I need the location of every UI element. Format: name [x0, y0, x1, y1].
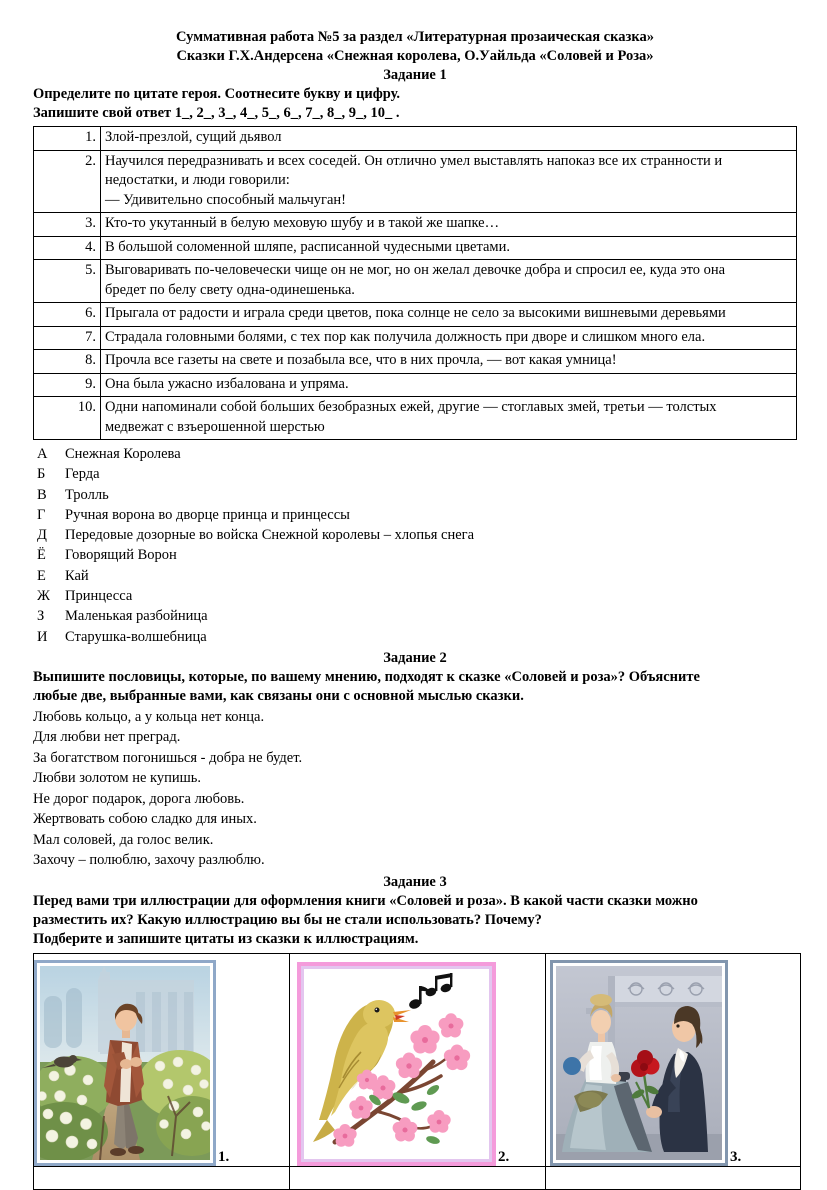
illustration-wrap-1: [34, 960, 289, 1166]
document-title-line-1: Суммативная работа №5 за раздел «Литературная прозаическая сказка»: [176, 29, 654, 45]
quote-text: [101, 236, 797, 260]
quote-number: 7.: [34, 326, 101, 350]
quote-line: Научился передразнивать и всех соседей. Он отлично умел выставлять напоказ все их странности и: [105, 152, 723, 169]
character-letter: Д: [37, 527, 47, 544]
character-name: Говорящий Ворон: [65, 547, 177, 564]
quote-line: медвежат с взъерошенной шерстью: [105, 418, 325, 435]
list-item: [33, 627, 797, 647]
illustration-frame-inner-3: [553, 963, 725, 1163]
quotes-table-body: [34, 127, 797, 440]
illustration-cell-2[interactable]: [290, 953, 546, 1166]
illustration-wrap-3: [546, 960, 800, 1166]
quote-line: Кто-то укутанный в белую меховую шубу и в такой же шапке…: [105, 215, 500, 231]
task1-prompt-line-2: Запишите свой ответ 1_, 2_, 3_, 4_, 5_, 6_, 7_, 8_, 9_, 10_ .: [33, 105, 400, 121]
table-row: [34, 953, 801, 1166]
character-name: Ручная ворона во дворце принца и принцессы: [65, 506, 350, 523]
illustrations-table-body: [34, 953, 801, 1189]
table-row: [34, 260, 797, 303]
quotes-table: [33, 126, 797, 440]
table-row: [34, 303, 797, 327]
list-item: Захочу – полюблю, захочу разлюблю.: [33, 852, 265, 869]
singing-nightingale-on-blossom-branch-illustration: [305, 970, 488, 1158]
character-letter: Е: [37, 567, 46, 584]
table-row: [34, 397, 797, 440]
quote-line: — Удивительно способный мальчуган!: [105, 191, 347, 208]
character-letter: Б: [37, 466, 46, 483]
worksheet-content: [33, 28, 797, 1190]
list-item: [33, 485, 797, 505]
illustration-wrap-2: [290, 962, 545, 1166]
quote-text: [101, 350, 797, 374]
list-item: Мал соловей, да голос велик.: [33, 831, 214, 848]
character-name: Кай: [65, 567, 89, 584]
list-item: Любви золотом не купишь.: [33, 770, 202, 787]
quote-line: Злой-презлой, сущий дьявол: [105, 129, 282, 145]
illustration-label-1: 1.: [218, 1148, 230, 1165]
character-name: Герда: [65, 466, 100, 483]
character-letter: Ё: [37, 547, 46, 564]
quote-text: [101, 303, 797, 327]
task2-prompt-line-1: Выпишите пословицы, которые, по вашему мнению, подходят к сказке «Соловей и роза»? Объясните: [33, 668, 700, 685]
list-item: Любовь кольцо, а у кольца нет конца.: [33, 708, 265, 725]
quote-number: 8.: [34, 350, 101, 374]
illustration-frame-inner-1: [37, 963, 213, 1163]
student-in-rose-garden-illustration: [40, 966, 210, 1160]
illustration-frame-3: [550, 960, 728, 1166]
quote-line: Она была ужасно избалована и упряма.: [105, 375, 349, 392]
illustration-frame-2: [297, 962, 496, 1166]
table-row: [34, 326, 797, 350]
task3-heading: Задание 3: [383, 873, 447, 890]
quote-line: недостатки, и люди говорили:: [105, 172, 290, 188]
illustration-frame-inner-2: [301, 966, 492, 1162]
quote-number: 3.: [34, 213, 101, 237]
list-item: [33, 444, 797, 464]
table-row: [34, 236, 797, 260]
quote-line: бредет по белу свету одна-одинешенька.: [105, 281, 355, 298]
illustration-frame-1: [34, 960, 216, 1166]
quote-number: 6.: [34, 303, 101, 327]
task2-prompt-line-2: любые две, выбранные вами, как связаны они с основной мыслью сказки.: [33, 687, 524, 704]
character-letter: В: [37, 486, 47, 503]
list-item: Не дорог подарок, дорога любовь.: [33, 790, 245, 807]
character-letter-list: [33, 444, 797, 647]
quote-line: Страдала головными болями, с тех пор как получила должность при дворе и слишком много ела.: [105, 328, 706, 345]
table-row: [34, 373, 797, 397]
man-offering-red-rose-to-lady-illustration: [556, 966, 722, 1160]
quote-text: [101, 150, 797, 213]
illustration-label-3: 3.: [730, 1148, 742, 1165]
illustrations-table: [33, 953, 801, 1190]
table-row: [34, 150, 797, 213]
character-letter: И: [37, 628, 48, 645]
task3-prompt-line-1: Перед вами три иллюстрации для оформления книги «Соловей и роза». В какой части сказки можно: [33, 892, 698, 909]
character-letter: З: [37, 608, 45, 625]
task2-heading: Задание 2: [383, 649, 447, 666]
character-letter: А: [37, 446, 48, 462]
quote-line: Одни напоминали собой больших безобразных ежей, другие — стоглавых змей, третьи — толстых: [105, 399, 717, 415]
task1-heading: Задание 1: [383, 67, 447, 83]
task1-prompt-line-1: Определите по цитате героя. Соотнесите букву и цифру.: [33, 86, 401, 102]
list-item: [33, 545, 797, 565]
list-item: За богатством погонишься - добра не будет.: [33, 749, 303, 766]
illustration-cell-1[interactable]: [34, 953, 290, 1166]
list-item: [33, 525, 797, 545]
quote-number: 9.: [34, 373, 101, 397]
table-row: [34, 127, 797, 151]
quote-number: 4.: [34, 236, 101, 260]
list-item: [33, 464, 797, 484]
quote-line: В большой соломенной шляпе, расписанной чудесными цветами.: [105, 238, 510, 255]
quote-text: [101, 127, 797, 151]
list-item: [33, 606, 797, 626]
character-name: Тролль: [65, 486, 109, 503]
list-item: Жертвовать собою сладко для иных.: [33, 811, 257, 828]
document-header: [33, 28, 797, 66]
quote-number: 5.: [34, 260, 101, 303]
quote-text: [101, 373, 797, 397]
table-row: [34, 213, 797, 237]
quote-number: 2.: [34, 150, 101, 213]
quote-text: [101, 213, 797, 237]
quote-line: Прочла все газеты на свете и позабыла все, что в них прочла, — вот какая умница!: [105, 352, 617, 368]
quote-line: Выговаривать по-человечески чище он не мог, но он желал девочке добра и спросил ее, куда это она: [105, 262, 726, 278]
quote-line: Прыгала от радости и играла среди цветов, пока солнце не село за высокими вишневыми деревьями: [105, 305, 726, 321]
list-item: Для любви нет преград.: [33, 729, 181, 746]
table-row: [34, 350, 797, 374]
character-name: Снежная Королева: [65, 446, 181, 462]
character-letter: Г: [37, 506, 46, 523]
character-name: Принцесса: [65, 588, 133, 605]
illustration-cell-3[interactable]: [546, 953, 801, 1166]
character-name: Передовые дозорные во войска Снежной королевы – хлопья снега: [65, 527, 475, 544]
document-title-line-2: Сказки Г.Х.Андерсена «Снежная королева, О.Уайльда «Соловей и Роза»: [176, 48, 654, 64]
list-item: [33, 566, 797, 586]
illustration-label-2: 2.: [498, 1148, 510, 1165]
character-letter: Ж: [37, 588, 50, 605]
character-name: Маленькая разбойница: [65, 608, 208, 625]
task3-prompt-line-2: разместить их? Какую иллюстрацию вы бы не стали использовать? Почему?: [33, 911, 542, 928]
proverb-list: [33, 707, 797, 871]
list-item: [33, 586, 797, 606]
quote-number: 1.: [34, 127, 101, 151]
quote-text: [101, 326, 797, 350]
task3-prompt-line-3: Подберите и запишите цитаты из сказки к иллюстрациям.: [33, 930, 419, 947]
quote-number: 10.: [34, 397, 101, 440]
character-name: Старушка-волшебница: [65, 628, 207, 645]
quote-text: [101, 260, 797, 303]
quote-text: [101, 397, 797, 440]
list-item: [33, 505, 797, 525]
